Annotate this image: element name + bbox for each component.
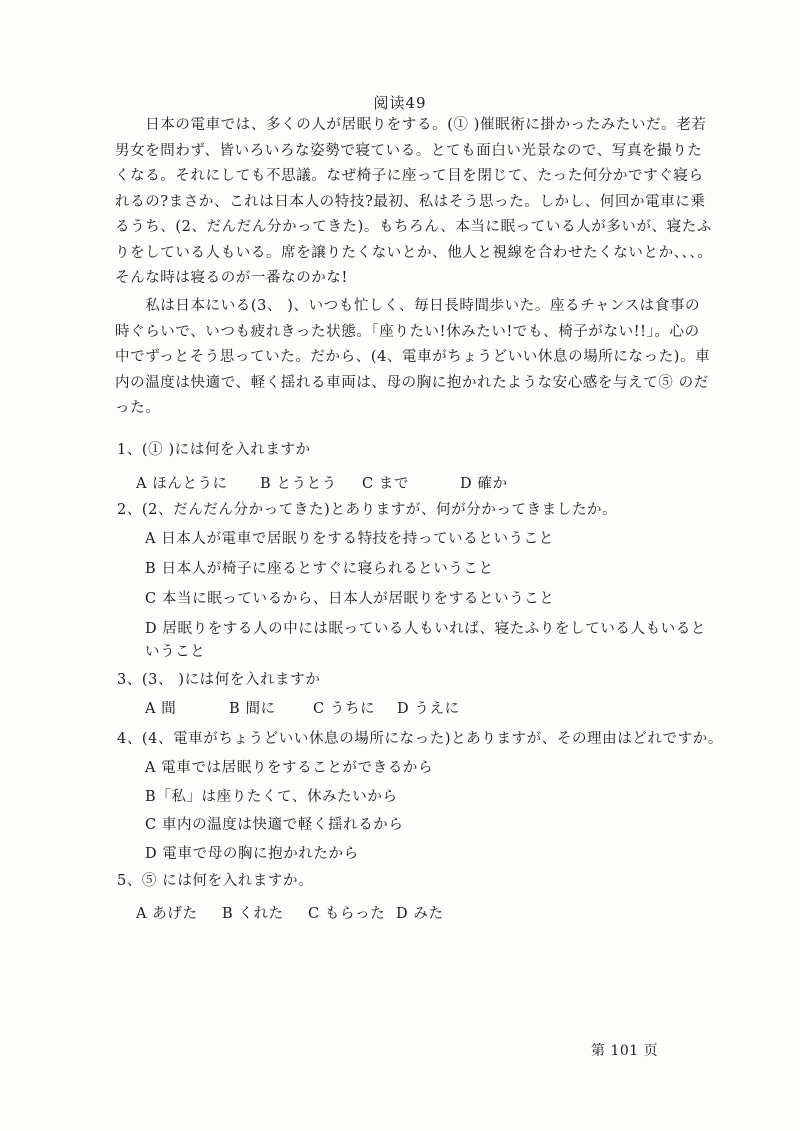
passage-line: 中でずっとそう思っていた。だから、(4、電車がちょうどいい休息の場所になった)。車 [115,349,711,365]
question-4-option-c: C 車内の温度は快適で軽く揺れるから [145,817,404,833]
question-2-option-d-cont: いうこと [145,644,206,660]
page-number: 第 101 页 [591,1043,659,1059]
passage-line: そんな時は寝るのが一番なのかな! [115,270,348,286]
passage-line: った。 [115,400,161,416]
question-2-option-c: C 本当に眠っているから、日本人が居眠りをするということ [145,591,555,607]
passage-paragraph-2 [115,294,711,422]
question-2-option-d: D 居眠りをする人の中には眠っている人もいれば、寝たふりをしている人もいると [145,621,707,637]
passage-line: りをしている人もいる。席を譲りたくないとか、他人と視線を合わせたくないとか、、、。 [115,244,713,261]
question-4-option-d: D 電車で母の胸に抱かれたから [145,846,359,862]
passage-line: 内の温度は快適で、軽く揺れる車両は、母の胸に抱かれたような安心感を与えて⑤ のだ [115,374,709,391]
question-5-option-b: B くれた [222,906,284,922]
page-title: 阅读49 [373,94,427,112]
question-1-option-d: D 確か [460,476,508,492]
question-4-stem: 4、(4、電車がちょうどいい休息の場所になった)とありますが、その理由はどれですか。 [117,731,723,747]
question-2-option-a: A 日本人が電車で居眠りをする特技を持っているということ [145,531,554,547]
question-1-option-c: C まで [362,476,410,492]
question-4-option-b: B「私」は座りたくて、休みたいから [145,789,398,805]
question-2-stem: 2、(2、だんだん分かってきた)とありますが、何が分かってきましたか。 [117,502,618,518]
question-4-option-a: A 電車では居眠りをすることができるから [145,760,434,776]
question-3-option-d: D うえに [397,701,460,717]
question-1-option-a: A ほんとうに [136,476,228,492]
question-2-option-b: B 日本人が椅子に座るとすぐに寝られるということ [145,561,494,577]
question-3-stem: 3、(3、 )には何を入れますか [117,672,321,688]
question-1-option-b: B とうとう [260,476,337,492]
question-1-stem: 1、(① )には何を入れますか [117,442,311,458]
question-5-option-c: C もらった [308,906,386,922]
passage-line: 日本の電車では、多くの人が居眠りをする。(① )催眠術に掛かったみたいだ。老若 [115,117,707,133]
question-5-stem: 5、⑤ には何を入れますか。 [117,873,314,889]
passage-line: 私は日本にいる(3、 )、いつも忙しく、毎日長時間歩いた。座るチャンスは食事の [115,298,701,314]
question-5-option-a: A あげた [136,906,198,922]
passage-line: れるの?まさか、これは日本人の特技?最初、私はそう思った。しかし、何回か電車に乗 [115,193,706,210]
question-3-option-b: B 間に [229,701,276,717]
question-5-option-d: D みた [396,906,444,922]
passage-line: 男女を問わず、皆いろいろな姿勢で寝ている。とても面白い光景なので、写真を撮りた [115,142,703,159]
passage-line: 時ぐらいで、いつも疲れきった状態。「座りたい!休みたい!でも、椅子がない!!」。心の [115,323,700,340]
question-3-option-c: C うちに [313,701,376,717]
passage-paragraph-1 [115,113,713,292]
passage-line: るうち、(2、だんだん分かってきた)。もちろん、本当に眠っている人が多いが、寝たふ [115,219,713,235]
question-3-option-a: A 間 [145,701,177,717]
passage-line: くなる。それにしても不思議。なぜ椅子に座って目を閉じて、たった何分かですぐ寝ら [115,168,704,184]
